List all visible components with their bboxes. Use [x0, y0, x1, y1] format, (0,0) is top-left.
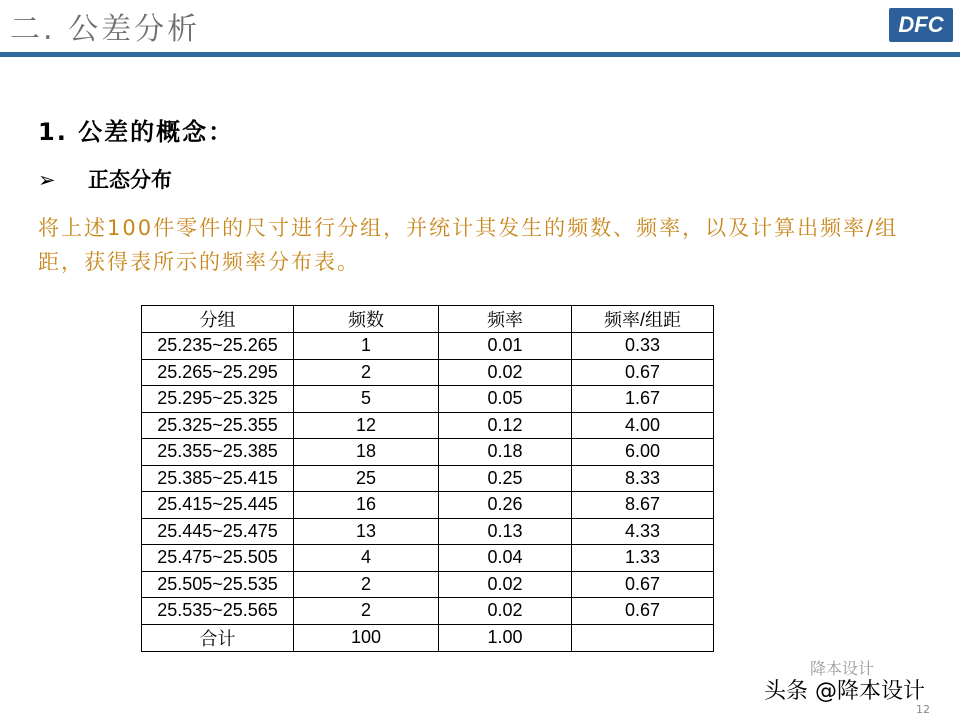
cell-count: 4 — [294, 545, 439, 572]
source-watermark: 头条 @降本设计 — [764, 679, 925, 704]
cell-count: 13 — [294, 518, 439, 545]
cell-rate-per-interval: 4.00 — [572, 412, 714, 439]
total-label: 合计 — [142, 624, 294, 651]
cell-rate: 0.02 — [439, 571, 572, 598]
cell-group: 25.235~25.265 — [142, 333, 294, 360]
cell-count: 25 — [294, 465, 439, 492]
cell-count: 2 — [294, 571, 439, 598]
bullet-label: 正态分布 — [88, 168, 172, 192]
cell-rate-per-interval: 1.67 — [572, 386, 714, 413]
cell-group: 25.505~25.535 — [142, 571, 294, 598]
dfc-logo: DFC — [889, 8, 953, 42]
table-total-row — [142, 624, 714, 651]
cell-rate-per-interval: 8.33 — [572, 465, 714, 492]
cell-rate-per-interval: 4.33 — [572, 518, 714, 545]
header-rate-per-interval: 频率/组距 — [572, 306, 714, 333]
table-row — [142, 518, 714, 545]
header-frequency-count: 频数 — [294, 306, 439, 333]
cell-rate: 0.04 — [439, 545, 572, 572]
cell-group: 25.325~25.355 — [142, 412, 294, 439]
cell-rate-per-interval: 0.33 — [572, 333, 714, 360]
wechat-watermark: 降本设计 — [810, 659, 875, 678]
cell-rate-per-interval: 1.33 — [572, 545, 714, 572]
table-header-row — [142, 306, 714, 333]
cell-count: 12 — [294, 412, 439, 439]
arrow-bullet-icon: ➢ — [38, 168, 56, 192]
table-row — [142, 412, 714, 439]
header-divider — [0, 52, 960, 57]
cell-group: 25.415~25.445 — [142, 492, 294, 519]
section-heading: 1. 公差的概念： — [38, 118, 235, 146]
cell-count: 18 — [294, 439, 439, 466]
cell-rate: 0.02 — [439, 359, 572, 386]
table-row — [142, 492, 714, 519]
cell-rate-per-interval: 0.67 — [572, 598, 714, 625]
cell-rate: 0.01 — [439, 333, 572, 360]
cell-count: 16 — [294, 492, 439, 519]
frequency-distribution-table — [141, 305, 714, 652]
table-row — [142, 571, 714, 598]
cell-rate: 0.02 — [439, 598, 572, 625]
cell-group: 25.385~25.415 — [142, 465, 294, 492]
page-number: 12 — [916, 703, 930, 716]
cell-rate: 0.25 — [439, 465, 572, 492]
cell-rate: 0.26 — [439, 492, 572, 519]
cell-count: 2 — [294, 359, 439, 386]
bullet-item — [38, 164, 172, 194]
total-rate-per-interval — [572, 624, 714, 651]
cell-rate-per-interval: 0.67 — [572, 359, 714, 386]
cell-count: 5 — [294, 386, 439, 413]
cell-rate: 0.13 — [439, 518, 572, 545]
cell-rate: 0.12 — [439, 412, 572, 439]
table-row — [142, 545, 714, 572]
cell-rate: 0.18 — [439, 439, 572, 466]
cell-rate-per-interval: 8.67 — [572, 492, 714, 519]
cell-rate-per-interval: 0.67 — [572, 571, 714, 598]
table-row — [142, 598, 714, 625]
header-group: 分组 — [142, 306, 294, 333]
header-frequency-rate: 频率 — [439, 306, 572, 333]
cell-group: 25.475~25.505 — [142, 545, 294, 572]
table-row — [142, 439, 714, 466]
cell-count: 1 — [294, 333, 439, 360]
cell-group: 25.355~25.385 — [142, 439, 294, 466]
cell-rate-per-interval: 6.00 — [572, 439, 714, 466]
page-title: 二. 公差分析 — [10, 12, 201, 47]
cell-group: 25.265~25.295 — [142, 359, 294, 386]
cell-rate: 0.05 — [439, 386, 572, 413]
total-count: 100 — [294, 624, 439, 651]
table-row — [142, 465, 714, 492]
cell-group: 25.295~25.325 — [142, 386, 294, 413]
table-row — [142, 359, 714, 386]
cell-count: 2 — [294, 598, 439, 625]
cell-group: 25.535~25.565 — [142, 598, 294, 625]
total-rate: 1.00 — [439, 624, 572, 651]
description-text: 将上述100件零件的尺寸进行分组，并统计其发生的频数、频率，以及计算出频率/组距，获得表所示的频率分布表。 — [38, 216, 899, 274]
cell-group: 25.445~25.475 — [142, 518, 294, 545]
table-row — [142, 386, 714, 413]
table-row — [142, 333, 714, 360]
